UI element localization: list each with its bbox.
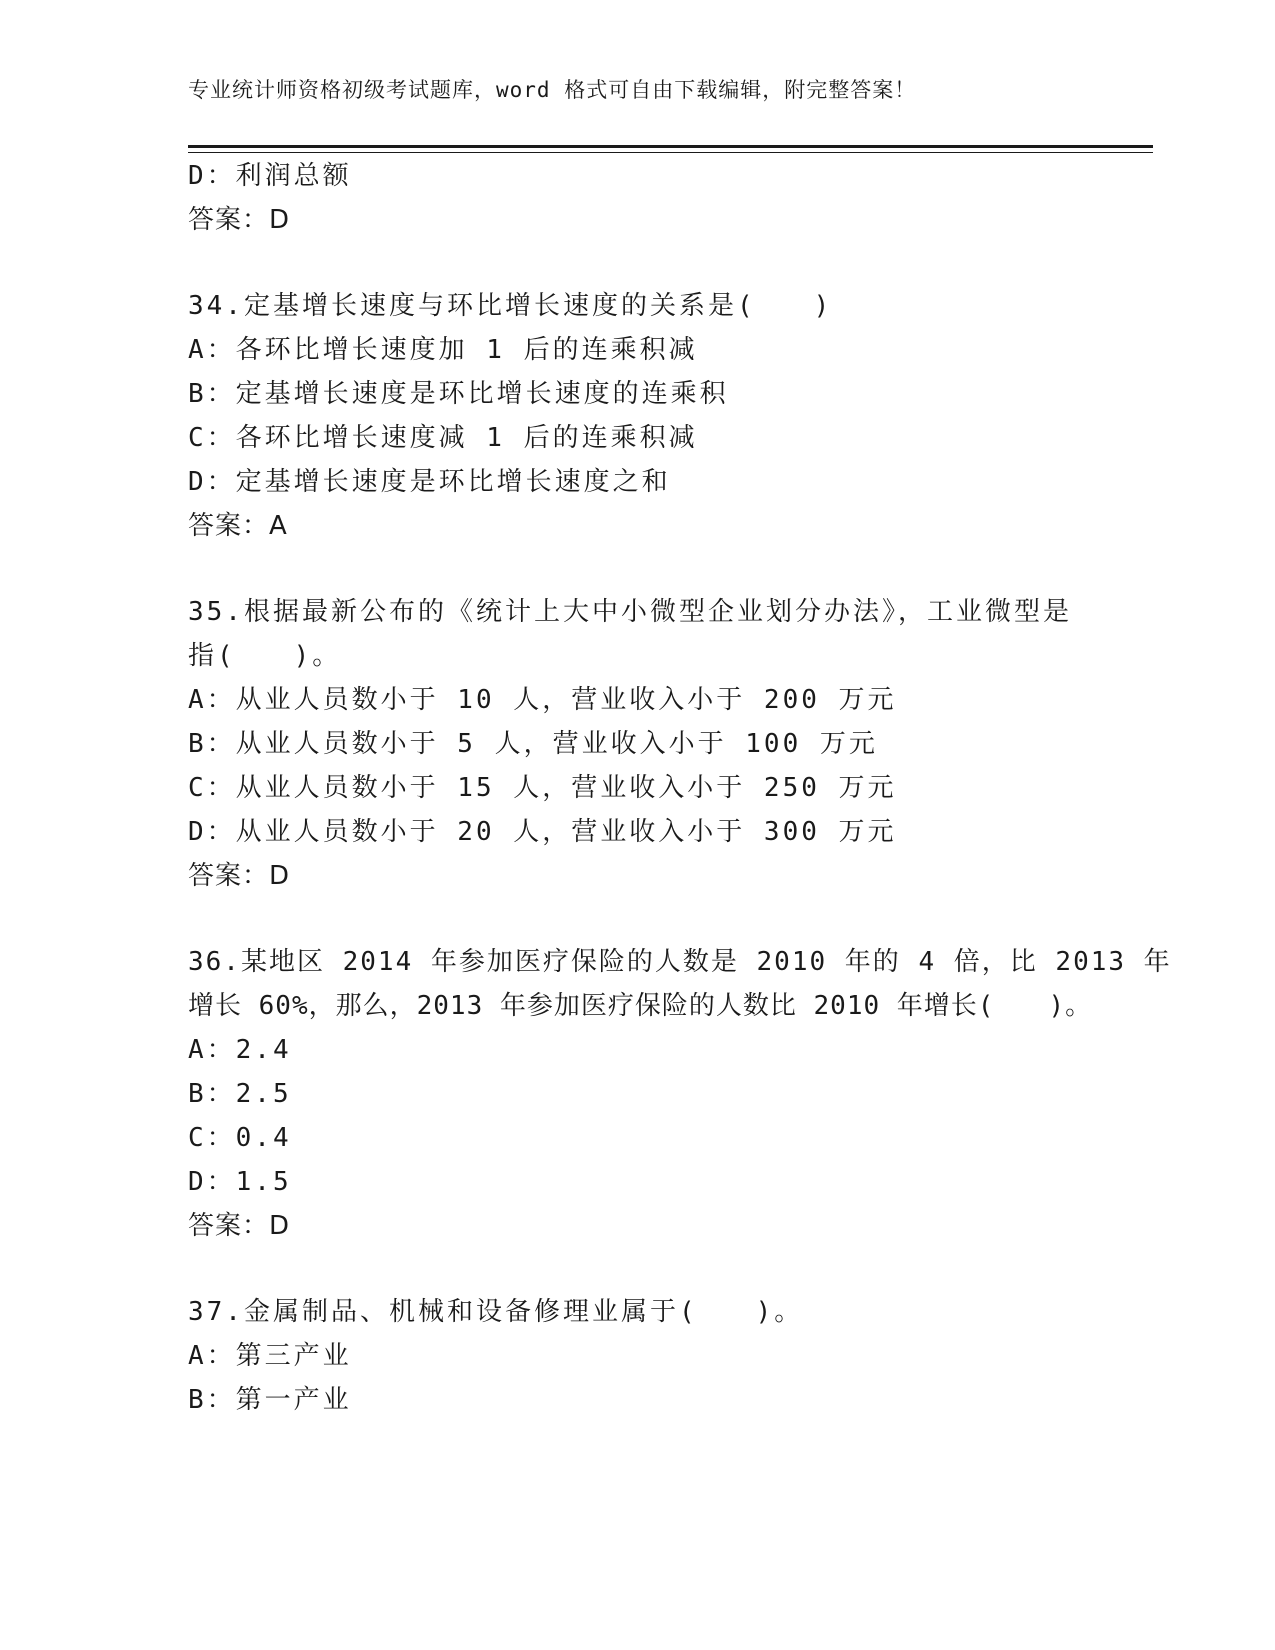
page-header: 专业统计师资格初级考试题库，word 格式可自由下载编辑，附完整答案！	[188, 78, 917, 102]
option-c: C：从业人员数小于 15 人，营业收入小于 250 万元	[188, 773, 897, 803]
option-d: D：定基增长速度是环比增长速度之和	[188, 467, 671, 497]
option-c: C：0.4	[188, 1123, 292, 1153]
question-stem-continued: 增长 60%，那么，2013 年参加医疗保险的人数比 2010 年增长( )。	[188, 991, 1093, 1021]
option-a: A：从业人员数小于 10 人，营业收入小于 200 万元	[188, 685, 897, 715]
header-rule-thin	[188, 152, 1153, 153]
header-rule-thick	[188, 145, 1153, 148]
answer: 答案：A	[188, 511, 288, 541]
question-stem: 37.金属制品、机械和设备修理业属于( )。	[188, 1297, 804, 1327]
option-b: B：第一产业	[188, 1385, 352, 1415]
option-d: D：从业人员数小于 20 人，营业收入小于 300 万元	[188, 817, 897, 847]
option-a: A：各环比增长速度加 1 后的连乘积减	[188, 335, 698, 365]
option-d: D：1.5	[188, 1167, 292, 1197]
question-stem: 36.某地区 2014 年参加医疗保险的人数是 2010 年的 4 倍，比 2013 年	[188, 947, 1172, 977]
answer: 答案：D	[188, 1211, 291, 1241]
question-stem-continued: 指( )。	[188, 641, 342, 671]
question-stem: 34.定基增长速度与环比增长速度的关系是( )	[188, 291, 833, 321]
option-b: B：2.5	[188, 1079, 292, 1109]
option-d: D：利润总额	[188, 161, 352, 191]
question-stem: 35.根据最新公布的《统计上大中小微型企业划分办法》，工业微型是	[188, 597, 1072, 627]
option-b: B：定基增长速度是环比增长速度的连乘积	[188, 379, 729, 409]
answer: 答案：D	[188, 205, 291, 235]
option-b: B：从业人员数小于 5 人，营业收入小于 100 万元	[188, 729, 878, 759]
option-c: C：各环比增长速度减 1 后的连乘积减	[188, 423, 698, 453]
answer: 答案：D	[188, 861, 291, 891]
option-a: A：第三产业	[188, 1341, 352, 1371]
option-a: A：2.4	[188, 1035, 292, 1065]
